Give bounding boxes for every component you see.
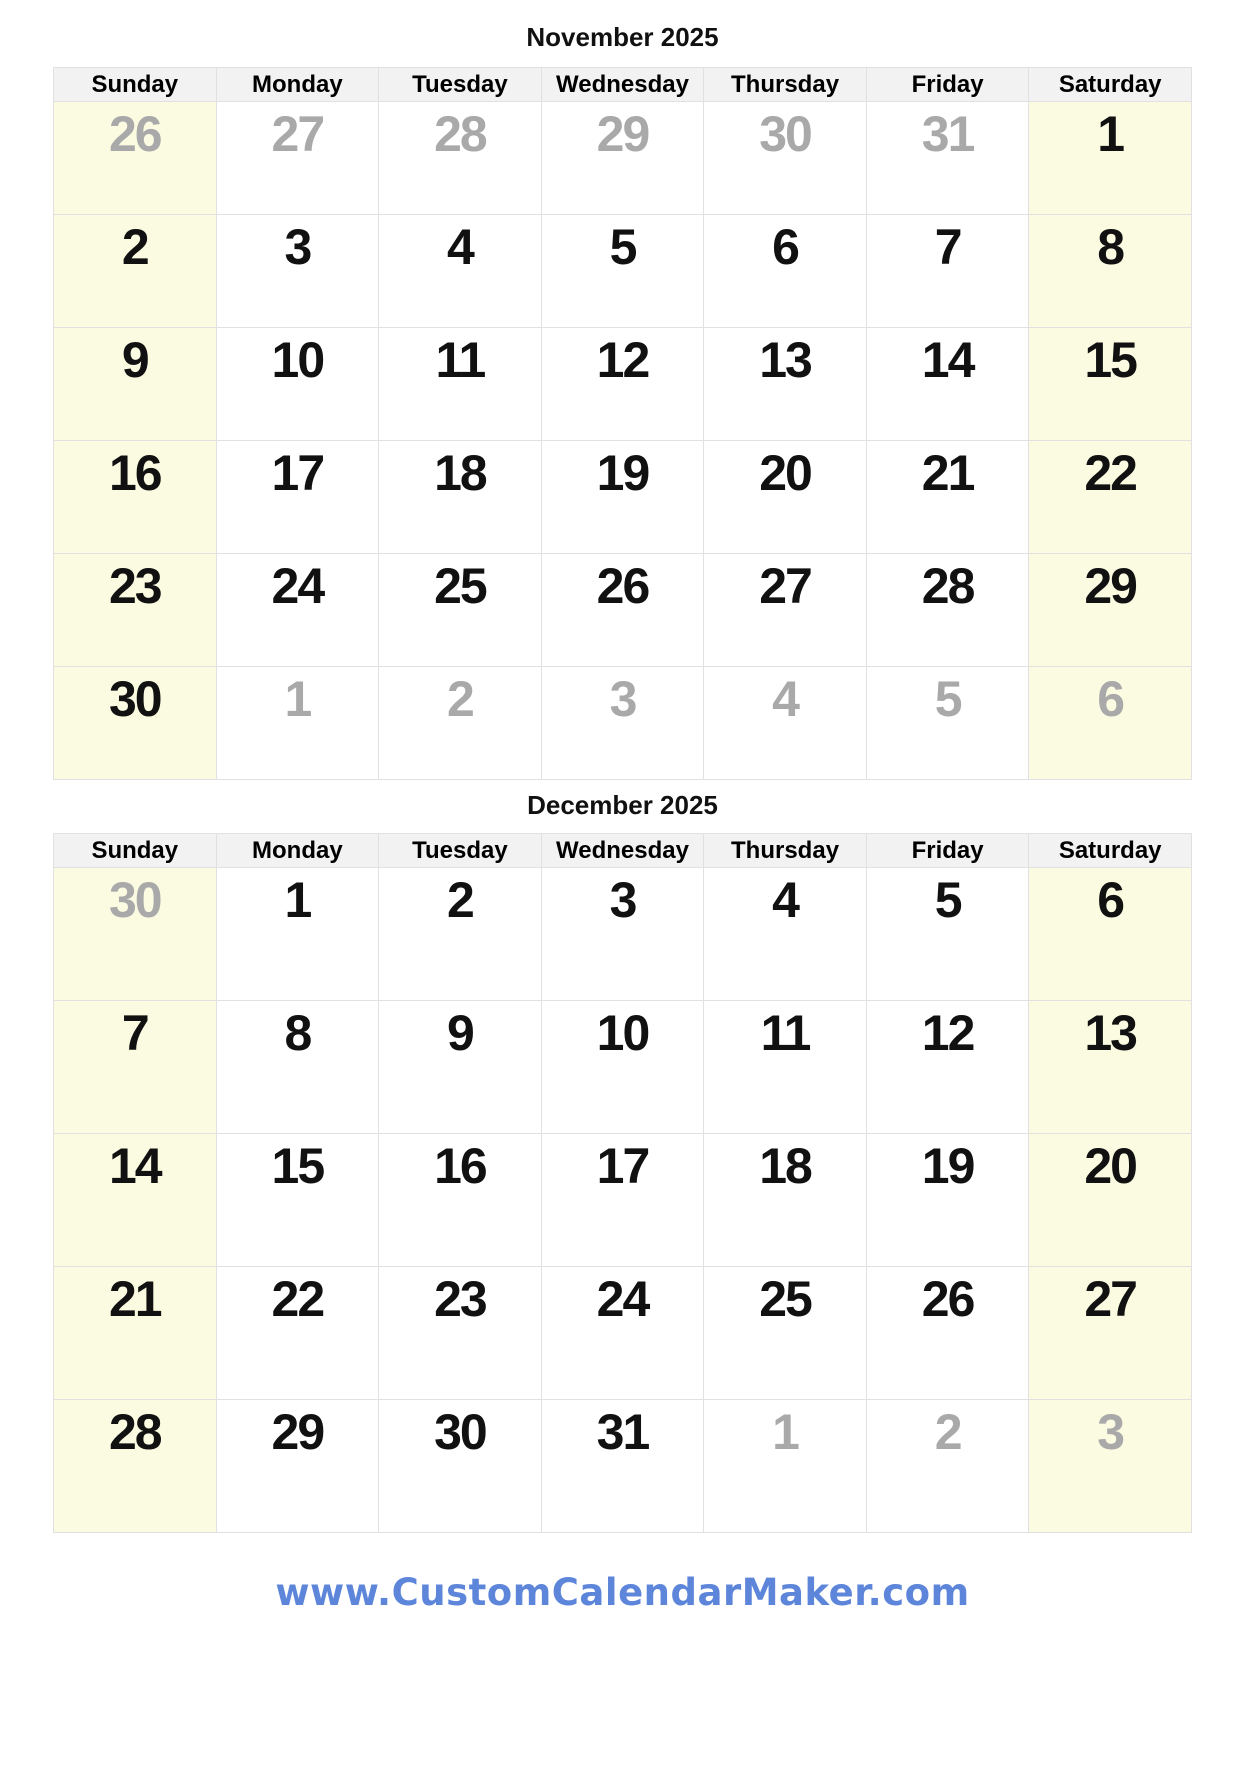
date-cell: 22	[216, 1267, 379, 1400]
date-cell: 14	[54, 1134, 217, 1267]
november-date-rows	[54, 102, 1192, 780]
date-cell: 4	[704, 868, 867, 1001]
date-cell: 5	[541, 215, 704, 328]
day-header-thursday: Thursday	[704, 68, 867, 102]
date-cell: 11	[704, 1001, 867, 1134]
date-cell: 6	[1029, 667, 1192, 780]
date-cell: 16	[54, 441, 217, 554]
date-cell: 6	[704, 215, 867, 328]
november-calendar-grid	[53, 67, 1192, 780]
date-cell: 30	[704, 102, 867, 215]
date-cell: 1	[216, 868, 379, 1001]
date-cell: 1	[704, 1400, 867, 1533]
week-row	[54, 215, 1192, 328]
date-cell: 25	[704, 1267, 867, 1400]
date-cell: 4	[379, 215, 542, 328]
day-header-tuesday: Tuesday	[379, 834, 542, 868]
date-cell: 6	[1029, 868, 1192, 1001]
day-header-wednesday: Wednesday	[541, 834, 704, 868]
date-cell: 27	[704, 554, 867, 667]
date-cell: 18	[379, 441, 542, 554]
day-header-row	[54, 68, 1192, 102]
date-cell: 29	[1029, 554, 1192, 667]
date-cell: 7	[866, 215, 1029, 328]
date-cell: 27	[216, 102, 379, 215]
date-cell: 16	[379, 1134, 542, 1267]
date-cell: 18	[704, 1134, 867, 1267]
day-header-saturday: Saturday	[1029, 834, 1192, 868]
date-cell: 23	[54, 554, 217, 667]
date-cell: 28	[866, 554, 1029, 667]
date-cell: 3	[216, 215, 379, 328]
date-cell: 30	[379, 1400, 542, 1533]
date-cell: 9	[379, 1001, 542, 1134]
week-row	[54, 441, 1192, 554]
date-cell: 15	[216, 1134, 379, 1267]
date-cell: 2	[866, 1400, 1029, 1533]
date-cell: 8	[216, 1001, 379, 1134]
date-cell: 22	[1029, 441, 1192, 554]
date-cell: 13	[1029, 1001, 1192, 1134]
date-cell: 20	[1029, 1134, 1192, 1267]
date-cell: 8	[1029, 215, 1192, 328]
date-cell: 11	[379, 328, 542, 441]
day-header-monday: Monday	[216, 68, 379, 102]
date-cell: 5	[866, 868, 1029, 1001]
week-row	[54, 554, 1192, 667]
date-cell: 1	[1029, 102, 1192, 215]
calendar-page	[0, 22, 1240, 1614]
week-row	[54, 1001, 1192, 1134]
day-header-thursday: Thursday	[704, 834, 867, 868]
date-cell: 3	[541, 667, 704, 780]
date-cell: 26	[541, 554, 704, 667]
date-cell: 5	[866, 667, 1029, 780]
week-row	[54, 102, 1192, 215]
date-cell: 1	[216, 667, 379, 780]
month-title-december: December 2025	[527, 790, 718, 820]
date-cell: 24	[216, 554, 379, 667]
week-row	[54, 667, 1192, 780]
date-cell: 24	[541, 1267, 704, 1400]
date-cell: 7	[54, 1001, 217, 1134]
day-header-sunday: Sunday	[54, 834, 217, 868]
december-day-header-row	[54, 834, 1192, 868]
week-row	[54, 1400, 1192, 1533]
date-cell: 3	[541, 868, 704, 1001]
date-cell: 21	[866, 441, 1029, 554]
week-row	[54, 1134, 1192, 1267]
date-cell: 28	[379, 102, 542, 215]
day-header-friday: Friday	[866, 834, 1029, 868]
date-cell: 27	[1029, 1267, 1192, 1400]
date-cell: 30	[54, 667, 217, 780]
date-cell: 17	[216, 441, 379, 554]
date-cell: 15	[1029, 328, 1192, 441]
day-header-row	[54, 834, 1192, 868]
date-cell: 14	[866, 328, 1029, 441]
december-calendar-grid	[53, 833, 1192, 1533]
date-cell: 3	[1029, 1400, 1192, 1533]
date-cell: 21	[54, 1267, 217, 1400]
day-header-sunday: Sunday	[54, 68, 217, 102]
month-title-november: November 2025	[526, 22, 719, 52]
date-cell: 30	[54, 868, 217, 1001]
date-cell: 26	[866, 1267, 1029, 1400]
date-cell: 9	[54, 328, 217, 441]
day-header-saturday: Saturday	[1029, 68, 1192, 102]
date-cell: 4	[704, 667, 867, 780]
date-cell: 29	[541, 102, 704, 215]
date-cell: 31	[541, 1400, 704, 1533]
date-cell: 2	[54, 215, 217, 328]
date-cell: 10	[541, 1001, 704, 1134]
date-cell: 2	[379, 667, 542, 780]
date-cell: 2	[379, 868, 542, 1001]
date-cell: 23	[379, 1267, 542, 1400]
december-date-rows	[54, 868, 1192, 1533]
site-url-link[interactable]: www.CustomCalendarMaker.com	[275, 1571, 970, 1614]
day-header-wednesday: Wednesday	[541, 68, 704, 102]
date-cell: 31	[866, 102, 1029, 215]
date-cell: 20	[704, 441, 867, 554]
date-cell: 28	[54, 1400, 217, 1533]
week-row	[54, 1267, 1192, 1400]
november-day-header-row	[54, 68, 1192, 102]
date-cell: 29	[216, 1400, 379, 1533]
date-cell: 12	[541, 328, 704, 441]
week-row	[54, 868, 1192, 1001]
day-header-friday: Friday	[866, 68, 1029, 102]
date-cell: 17	[541, 1134, 704, 1267]
week-row	[54, 328, 1192, 441]
date-cell: 25	[379, 554, 542, 667]
footer	[53, 1571, 1192, 1614]
date-cell: 10	[216, 328, 379, 441]
day-header-monday: Monday	[216, 834, 379, 868]
date-cell: 26	[54, 102, 217, 215]
day-header-tuesday: Tuesday	[379, 68, 542, 102]
date-cell: 13	[704, 328, 867, 441]
date-cell: 12	[866, 1001, 1029, 1134]
date-cell: 19	[866, 1134, 1029, 1267]
date-cell: 19	[541, 441, 704, 554]
